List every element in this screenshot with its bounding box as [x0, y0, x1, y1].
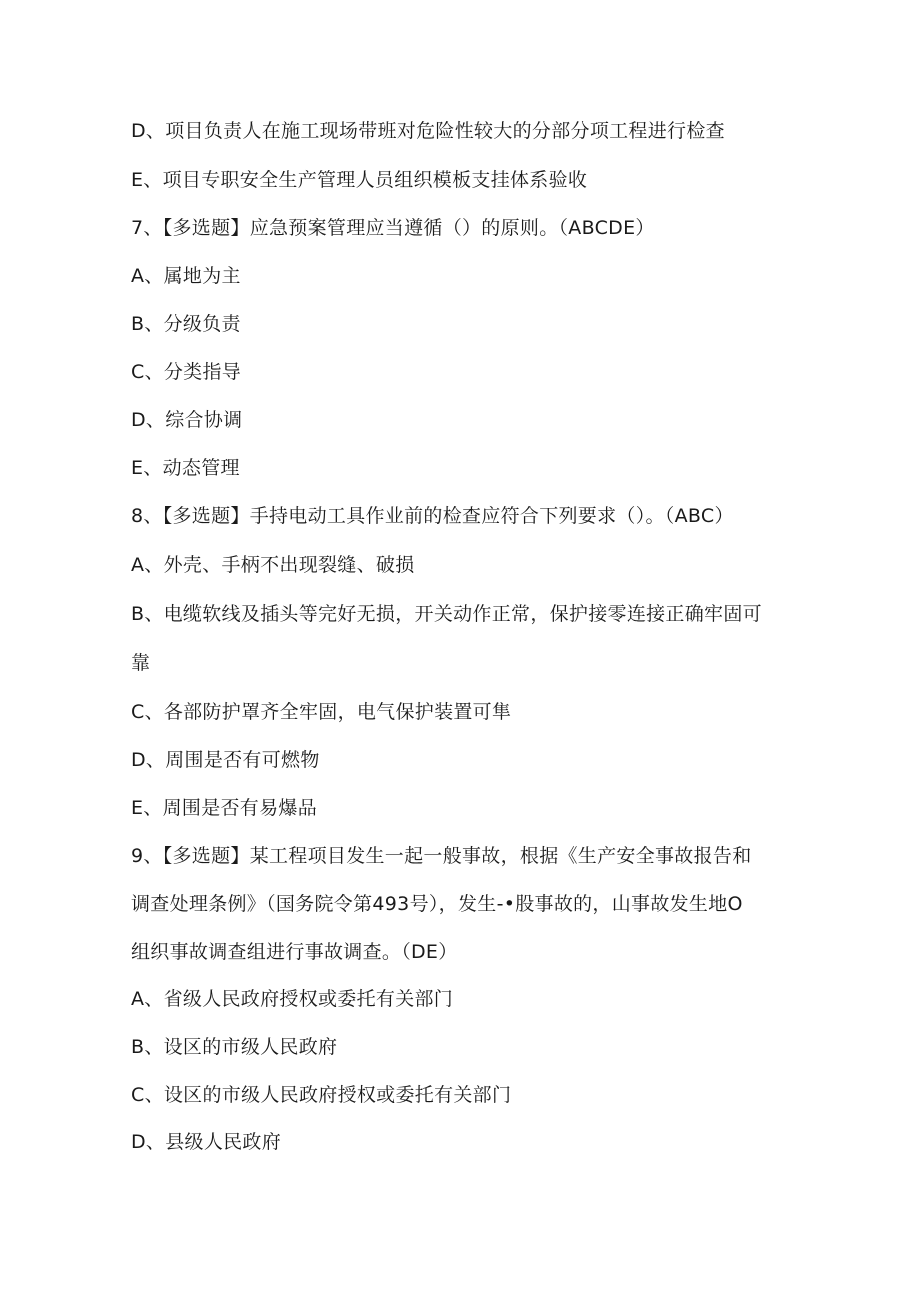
q6-option-e: E、项目专职安全生产管理人员组织模板支挂体系验收 — [131, 169, 588, 191]
q9-option-c: C、设区的市级人民政府授权或委托有关部门 — [131, 1084, 512, 1106]
q8-option-c: C、各部防护罩齐全牢固，电气保护装置可隼 — [131, 701, 512, 723]
q8-option-a: A、外壳、手柄不出现裂缝、破损 — [131, 554, 415, 576]
q7-question: 7、【多选题】应急预案管理应当遵循（）的原则。（ABCDE） — [131, 217, 655, 239]
q9-option-b: B、设区的市级人民政府 — [131, 1036, 338, 1058]
q9-question-line-1: 9、【多选题】某工程项目发生一起一般事故，根据《生产安全事故报告和 — [131, 845, 752, 867]
q9-question-line-2: 调查处理条例》（国务院令第493号），发生-•股事故的，山事故发生地O — [131, 893, 743, 915]
q9-option-a: A、省级人民政府授权或委托有关部门 — [131, 988, 454, 1010]
q9-question-line-3: 组织事故调查组进行事故调查。（DE） — [131, 941, 458, 963]
q9-option-d: D、县级人民政府 — [131, 1131, 282, 1153]
q8-option-d: D、周围是否有可燃物 — [131, 749, 320, 771]
q7-option-a: A、属地为主 — [131, 265, 241, 287]
q8-question: 8、【多选题】手持电动工具作业前的检查应符合下列要求（）。（ABC） — [131, 505, 734, 527]
q7-option-b: B、分级负责 — [131, 313, 241, 335]
q7-option-d: D、综合协调 — [131, 409, 243, 431]
q8-option-b: B、电缆软线及插头等完好无损，开关动作正常，保护接零连接正确牢固可 — [131, 603, 762, 625]
q6-option-d: D、项目负责人在施工现场带班对危险性较大的分部分项工程进行检查 — [131, 120, 725, 142]
q8-option-e: E、周围是否有易爆品 — [131, 797, 318, 819]
q7-option-c: C、分类指导 — [131, 361, 242, 383]
q7-option-e: E、动态管理 — [131, 457, 240, 479]
q8-option-b-continued: 靠 — [131, 652, 151, 674]
